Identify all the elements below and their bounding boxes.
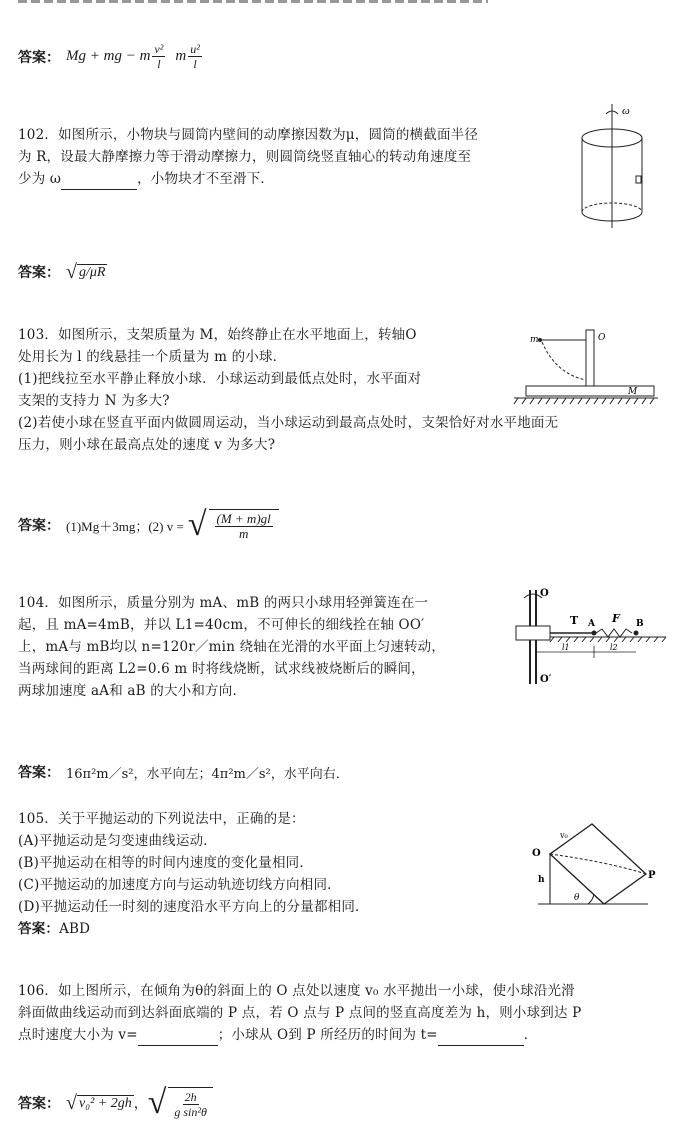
fraction-denominator: g sin²θ xyxy=(174,1105,207,1119)
fraction-numerator: 2h xyxy=(184,1090,197,1104)
label-o-prime: O′ xyxy=(540,674,552,685)
answer-104-text: 16π²m／s²，水平向左；4π²m／s²，水平向右． xyxy=(66,766,349,782)
label-l1: l1 xyxy=(562,643,570,652)
label-p: P xyxy=(648,870,656,881)
cylinder-figure xyxy=(570,100,660,240)
fraction-denominator: m xyxy=(238,526,249,541)
label-v0: v₀ xyxy=(560,831,568,840)
cut-off-top-text xyxy=(18,0,488,3)
option-c: (C)平抛运动的加速度方向与运动轨迹切线方向相同． xyxy=(18,877,341,893)
option-b: (B)平抛运动在相等的时间内速度的变化量相同． xyxy=(18,855,314,871)
answer-102 xyxy=(18,262,107,282)
answer-104 xyxy=(18,762,349,782)
fraction xyxy=(209,509,279,541)
answer-label: 答案： xyxy=(18,1096,60,1112)
question-text-line xyxy=(18,168,578,190)
answer-label: 答案： xyxy=(18,265,60,281)
fraction-v2-over-l xyxy=(152,42,165,71)
label-l2: l2 xyxy=(610,643,618,652)
answer-101-formula xyxy=(66,42,204,71)
fraction-denominator: l xyxy=(193,57,197,71)
question-text-line: 上，mA与 mB均以 n=120r／min 绕轴在光滑的水平面上匀速转动， xyxy=(18,639,446,655)
option-d: (D)平抛运动任一时刻的速度沿水平方向上的分量都相同． xyxy=(18,899,369,915)
answer-blank-t xyxy=(438,1031,524,1046)
sqrt-expression-v xyxy=(66,1093,134,1113)
radical-sign: √ xyxy=(66,1092,77,1114)
fraction-numerator: v² xyxy=(154,42,164,56)
fraction-u2-over-l xyxy=(188,42,202,71)
label-o: O xyxy=(532,848,541,859)
question-105 xyxy=(18,808,518,940)
answer-101-term1: Mg + mg − m xyxy=(66,48,151,64)
text-span: ；小球从 O到 P 所经历的时间为 t= xyxy=(217,1027,438,1043)
incline-figure xyxy=(528,818,668,924)
label-b: B xyxy=(636,619,644,629)
small-block-icon xyxy=(636,176,641,183)
answer-105 xyxy=(18,918,518,940)
label-t: T xyxy=(570,614,579,627)
answer-105-value: ABD xyxy=(59,921,91,937)
fraction-numerator: u² xyxy=(190,42,200,56)
question-text-line: 处用长为 l 的线悬挂一个质量为 m 的小球． xyxy=(18,349,287,365)
question-text-line: 支架的支持力 N 为多大? xyxy=(18,393,170,409)
answer-106 xyxy=(18,1086,215,1120)
question-text-line: 压力，则小球在最高点处的速度 v 为多大? xyxy=(18,437,276,453)
omega-label: ω xyxy=(622,105,630,117)
label-o: O xyxy=(598,333,606,343)
answer-label: 答案： xyxy=(18,49,60,66)
question-104 xyxy=(18,592,518,702)
label-theta: θ xyxy=(574,893,580,903)
question-text-line: 当两球间的距离 L2=0.6 m 时将线烧断，试求线被烧断后的瞬间， xyxy=(18,661,425,677)
label-h: h xyxy=(538,875,545,885)
separator: ， xyxy=(133,1096,148,1112)
stand-figure xyxy=(510,322,660,408)
text-span: 点时速度大小为 v= xyxy=(18,1027,138,1043)
radicand: g/μR xyxy=(78,264,106,280)
option-a: (A)平抛运动是匀变速曲线运动． xyxy=(18,833,217,849)
answer-label: 答案： xyxy=(18,765,60,781)
sqrt-expression xyxy=(66,262,107,282)
sqrt-expression xyxy=(188,508,281,542)
question-text-line: 为 R，设最大静摩擦力等于滑动摩擦力，则圆筒绕竖直轴心的转动角速度至 xyxy=(18,149,472,165)
answer-101 xyxy=(18,42,204,71)
answer-101-term2: m xyxy=(175,48,187,64)
question-text-line: 102．如图所示，小物块与圆筒内壁间的动摩擦因数为μ，圆筒的横截面半径 xyxy=(18,127,479,143)
question-text-line: 105．关于平抛运动的下列说法中，正确的是： xyxy=(18,811,305,827)
question-text-line: 起，且 mA=4mB，并以 L1=40cm，不可伸长的细线拴在轴 OO′ xyxy=(18,617,425,633)
sqrt-expression-t xyxy=(148,1086,215,1120)
question-text-line: 104．如图所示，质量分别为 mA、mB 的两只小球用轻弹簧连在一 xyxy=(18,595,429,611)
question-text-line: (1)把线拉至水平静止释放小球．小球运动到最低点处时，水平面对 xyxy=(18,371,422,387)
answer-blank xyxy=(61,175,137,190)
radical-sign: √ xyxy=(147,1084,167,1121)
label-a: A xyxy=(588,619,595,629)
fraction-numerator: (M + m)gl xyxy=(216,511,271,526)
question-text-line: 两球加速度 aA和 aB 的大小和方向． xyxy=(18,683,247,699)
question-text-line xyxy=(18,1024,678,1046)
fraction xyxy=(168,1087,213,1119)
question-text-line: 斜面做曲线运动而到达斜面底端的 P 点，若 O 点与 P 点间的竖直高度差为 h，则小球到达 P xyxy=(18,1005,582,1021)
text-span: ，小物块才不至滑下． xyxy=(137,171,275,187)
question-106 xyxy=(18,980,678,1046)
label-m: m xyxy=(530,335,539,345)
answer-label: 答案： xyxy=(18,921,60,937)
text-span: 少为 ω xyxy=(18,171,62,187)
question-102 xyxy=(18,124,578,190)
radicand: v₀² + 2gh xyxy=(78,1095,132,1111)
radical-sign: √ xyxy=(187,506,207,543)
spring-rotation-figure xyxy=(510,584,670,690)
radical-sign: √ xyxy=(66,261,77,283)
question-text-line: 106．如上图所示，在倾角为θ的斜面上的 O 点处以速度 v₀ 水平抛出一小球，使小球沿光滑 xyxy=(18,983,575,999)
answer-label: 答案： xyxy=(18,518,60,534)
answer-103 xyxy=(18,508,281,542)
text-span: ． xyxy=(523,1027,538,1043)
label-f: F xyxy=(612,612,620,625)
answer-blank-v xyxy=(138,1031,218,1046)
fraction-denominator: l xyxy=(157,57,161,71)
question-text-line: 103．如图所示，支架质量为 M，始终静止在水平地面上，转轴O xyxy=(18,327,417,343)
question-text-line: (2)若使小球在竖直平面内做圆周运动，当小球运动到最高点处时，支架恰好对水平地面无 xyxy=(18,415,559,431)
answer-103-text: (1)Mg＋3mg；(2) v = xyxy=(66,518,184,534)
label-big-m: M xyxy=(628,387,638,397)
label-o: O xyxy=(540,588,549,599)
